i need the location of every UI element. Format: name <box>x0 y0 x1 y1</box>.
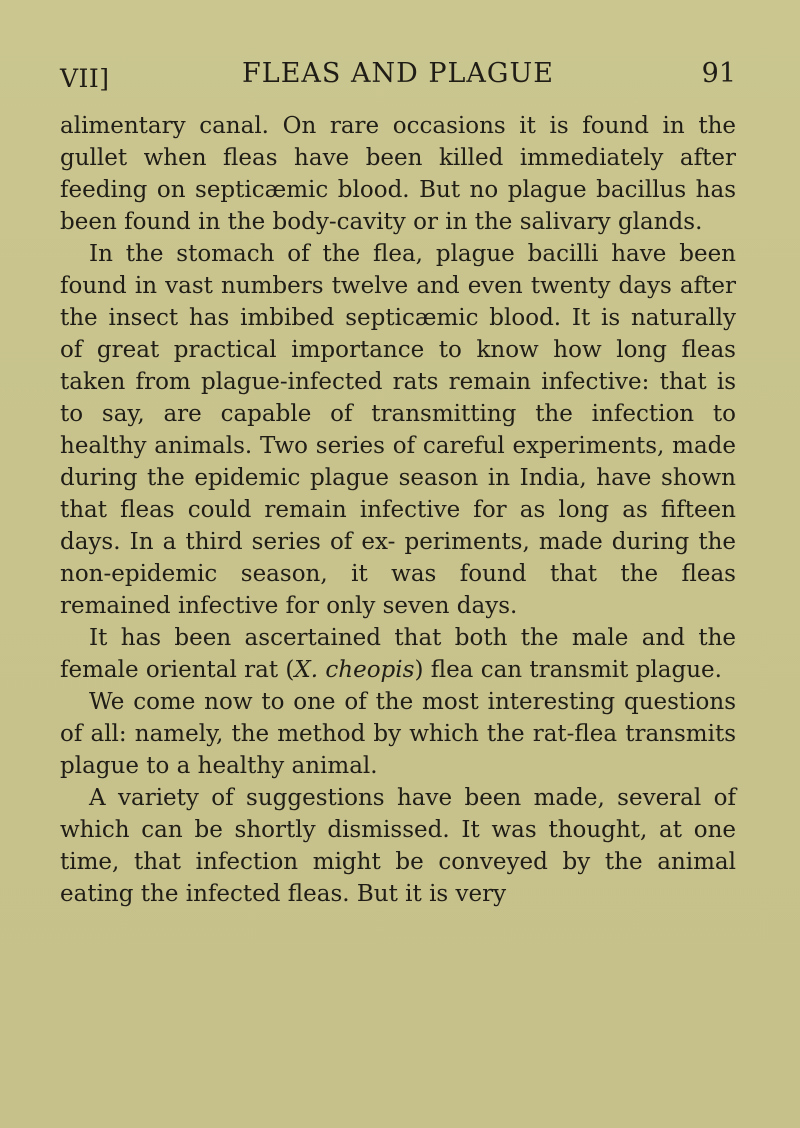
paragraph-method: We come now to one of the most interesting questions of all: namely, the method by which the rat-flea transmits plague to a healthy animal. <box>60 689 736 779</box>
paragraph-suggestions: A variety of suggestions have been made, several of which can be shortly dismissed. It was thought, at one time, that infection might be conveyed by the animal eating the infected fleas. But it is very <box>60 785 736 907</box>
paragraph-rat-flea <box>60 622 736 686</box>
paragraph-stomach: In the stomach of the flea, plague bacilli have been found in vast numbers twelve and even twenty days after the insect has imbibed septicæmic blood. It is naturally of great practical importance to know how long fleas taken from plague-infected rats remain infective: that is to say, are capable of transmitting the infection to healthy animals. Two series of careful experiments, made during the epidemic plague season in India, have shown that fleas could remain infective for as long as fifteen days. In a third series of ex- periments, made during the non-epidemic season, it was found that the fleas remained infective for only seven days. <box>60 241 736 619</box>
species-name: X. cheopis <box>294 657 415 683</box>
body-text <box>60 110 736 910</box>
running-title: FLEAS AND PLAGUE <box>242 58 554 89</box>
paragraph-continuation: alimentary canal. On rare occasions it is found in the gullet when fleas have been killed immediately after feeding on septicæmic blood. But no plague bacillus has been found in the body-cavity or in the salivary glands. <box>60 113 736 235</box>
page-header <box>60 54 736 94</box>
page-number: 91 <box>701 58 736 89</box>
paragraph-text: It has been ascertained that both the male and the female oriental rat ( <box>60 625 736 683</box>
chapter-number: VII] <box>60 64 110 93</box>
paragraph-text: ) flea can transmit plague. <box>414 657 722 683</box>
